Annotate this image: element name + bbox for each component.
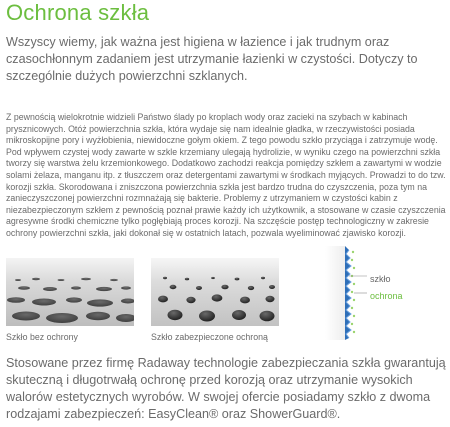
footer-paragraph: Stosowane przez firmę Radaway technologie zabezpieczania szkła gwarantują skuteczną i długotrwałą ochronę przed korozją oraz utrzymanie wysokich walorów estetycznych wyrobów. W swojej ofercie posiadamy szkło z dwoma rodzajami zabezpieczeń: EasyClean® oraz ShowerGuard®.	[6, 356, 446, 421]
legend-protection-label: ochrona	[370, 291, 403, 301]
caption-unprotected: Szkło bez ochrony	[6, 332, 78, 342]
lead-paragraph: Wszyscy wiemy, jak ważna jest higiena w łazience i jak trudnym oraz czasochłonnym zadaniem jest utrzymanie łazienki w czystości. Dotyczy to szczególnie dużych powierzchni szklanych.	[6, 35, 418, 83]
protected-glass-photo	[151, 258, 279, 326]
page-title: Ochrona szkła	[6, 0, 150, 25]
legend-glass-label: szkło	[370, 274, 391, 284]
caption-protected: Szkło zabezpieczone ochroną	[151, 332, 268, 342]
unprotected-glass-photo	[6, 258, 134, 326]
body-paragraph: Z pewnością wielokrotnie widzieli Państwo ślady po kroplach wody oraz zacieki na szybach w kabinach prysznicowych. Otóż powierzchnia szkła, która wydaje się nam idealnie gładka, w rzeczywistości posiada mikroskopijne pory i wyżłobienia, niewidoczne gołym okiem. Z tego powodu szkło przyciąga i zatrzymuje wodę. Pod wpływem czystej wody zawarte w szkle krzemiany ulegają hydrolizie, w wyniku czego na powierzchni szkła tworzy się warstwa żelu krzemionkowego. Dodatkowo zachodzi reakcja pomiędzy szkłem a zawartymi w wodzie solami żelaza, manganu itp. z tłuszczem oraz detergentami zawartymi w środkach myjących. Prowadzi to do tzw. korozji szkła. Skorodowana i zniszczona powierzchnia szkła jest bardzo trudna do czyszczenia, poza tym na zanieczyszczonej powierzchni rozmnażają się bakterie. Problemy z utrzymaniem w czystości kabin z niezabezpieczonym szkłem z pewnością poznał prawie każdy ich użytkownik, a stosowane w czasie czyszczenia agresywne środki chemiczne tylko pogłębiają proces korozji. Na szczęście postęp technologiczny w zakresie ochrony powierzchni szkła, jaki dokonał się w ostatnich latach, pozwala wyeliminować zjawisko korozji.	[6, 112, 446, 238]
